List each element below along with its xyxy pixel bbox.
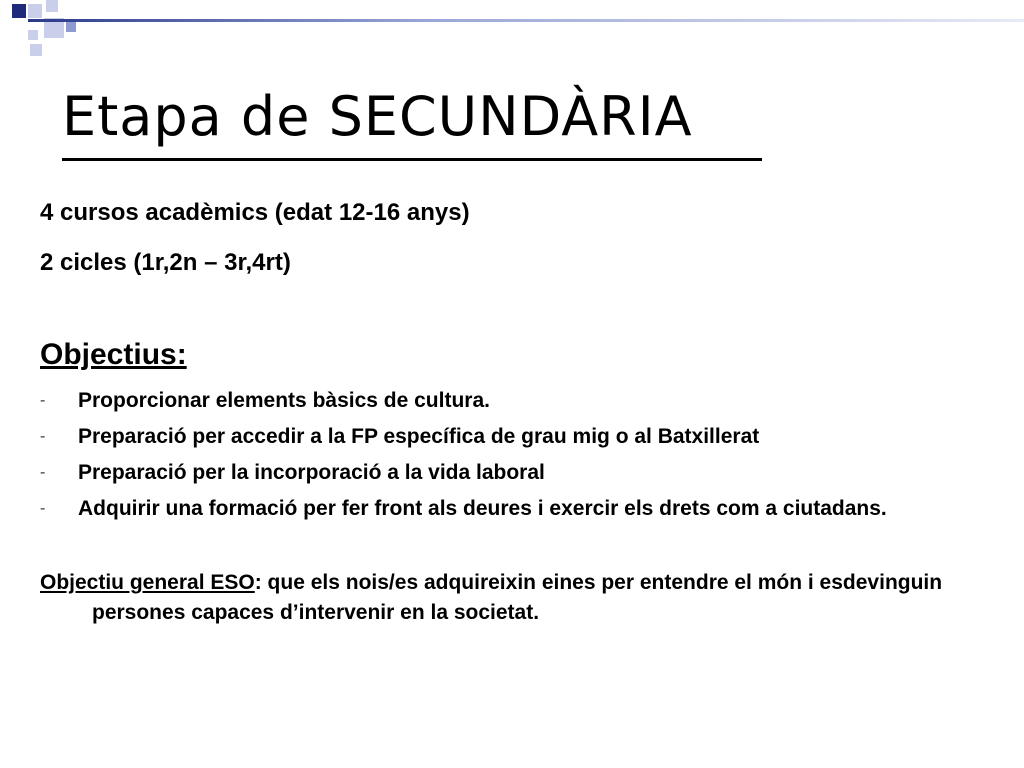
deco-square-7 (30, 44, 42, 56)
dash-icon: - (40, 464, 46, 481)
dash-icon: - (40, 428, 46, 445)
deco-square-6 (28, 30, 38, 40)
deco-square-2 (28, 4, 42, 18)
deco-square-3 (46, 0, 58, 12)
general-objective-label: Objectiu general ESO (40, 571, 255, 594)
slide-content (40, 198, 1010, 649)
general-objective-text: : que els nois/es adquireixin eines per entendre el món i esdevinguin persones capaces d’intervenir en la societat. (92, 571, 943, 624)
dash-icon: - (40, 500, 46, 517)
decorative-header (0, 0, 1024, 60)
objective-text: Proporcionar elements bàsics de cultura. (78, 389, 490, 412)
title-underline (62, 158, 762, 161)
deco-square-1 (12, 4, 26, 18)
objective-text: Preparació per la incorporació a la vida laboral (78, 461, 545, 484)
objective-item-3 (40, 458, 1010, 488)
slide-title: Etapa de SECUNDÀRIA (62, 85, 693, 148)
deco-square-5 (66, 22, 76, 32)
intro-line-2: 2 cicles (1r,2n – 3r,4rt) (40, 249, 291, 276)
objective-text: Adquirir una formació per fer front als deures i exercir els drets com a ciutadans. (78, 497, 887, 520)
objective-item-4 (40, 494, 1010, 524)
objectives-list (40, 386, 1010, 524)
objective-item-2 (40, 422, 1010, 452)
dash-icon: - (40, 392, 46, 409)
objective-item-1 (40, 386, 1010, 416)
intro-line-1: 4 cursos acadèmics (edat 12-16 anys) (40, 199, 470, 226)
objective-text: Preparació per accedir a la FP específica de grau mig o al Batxillerat (78, 425, 760, 448)
general-objective (40, 568, 1010, 628)
deco-gradient-bar (28, 19, 1024, 22)
objectives-heading: Objectius: (40, 338, 187, 371)
